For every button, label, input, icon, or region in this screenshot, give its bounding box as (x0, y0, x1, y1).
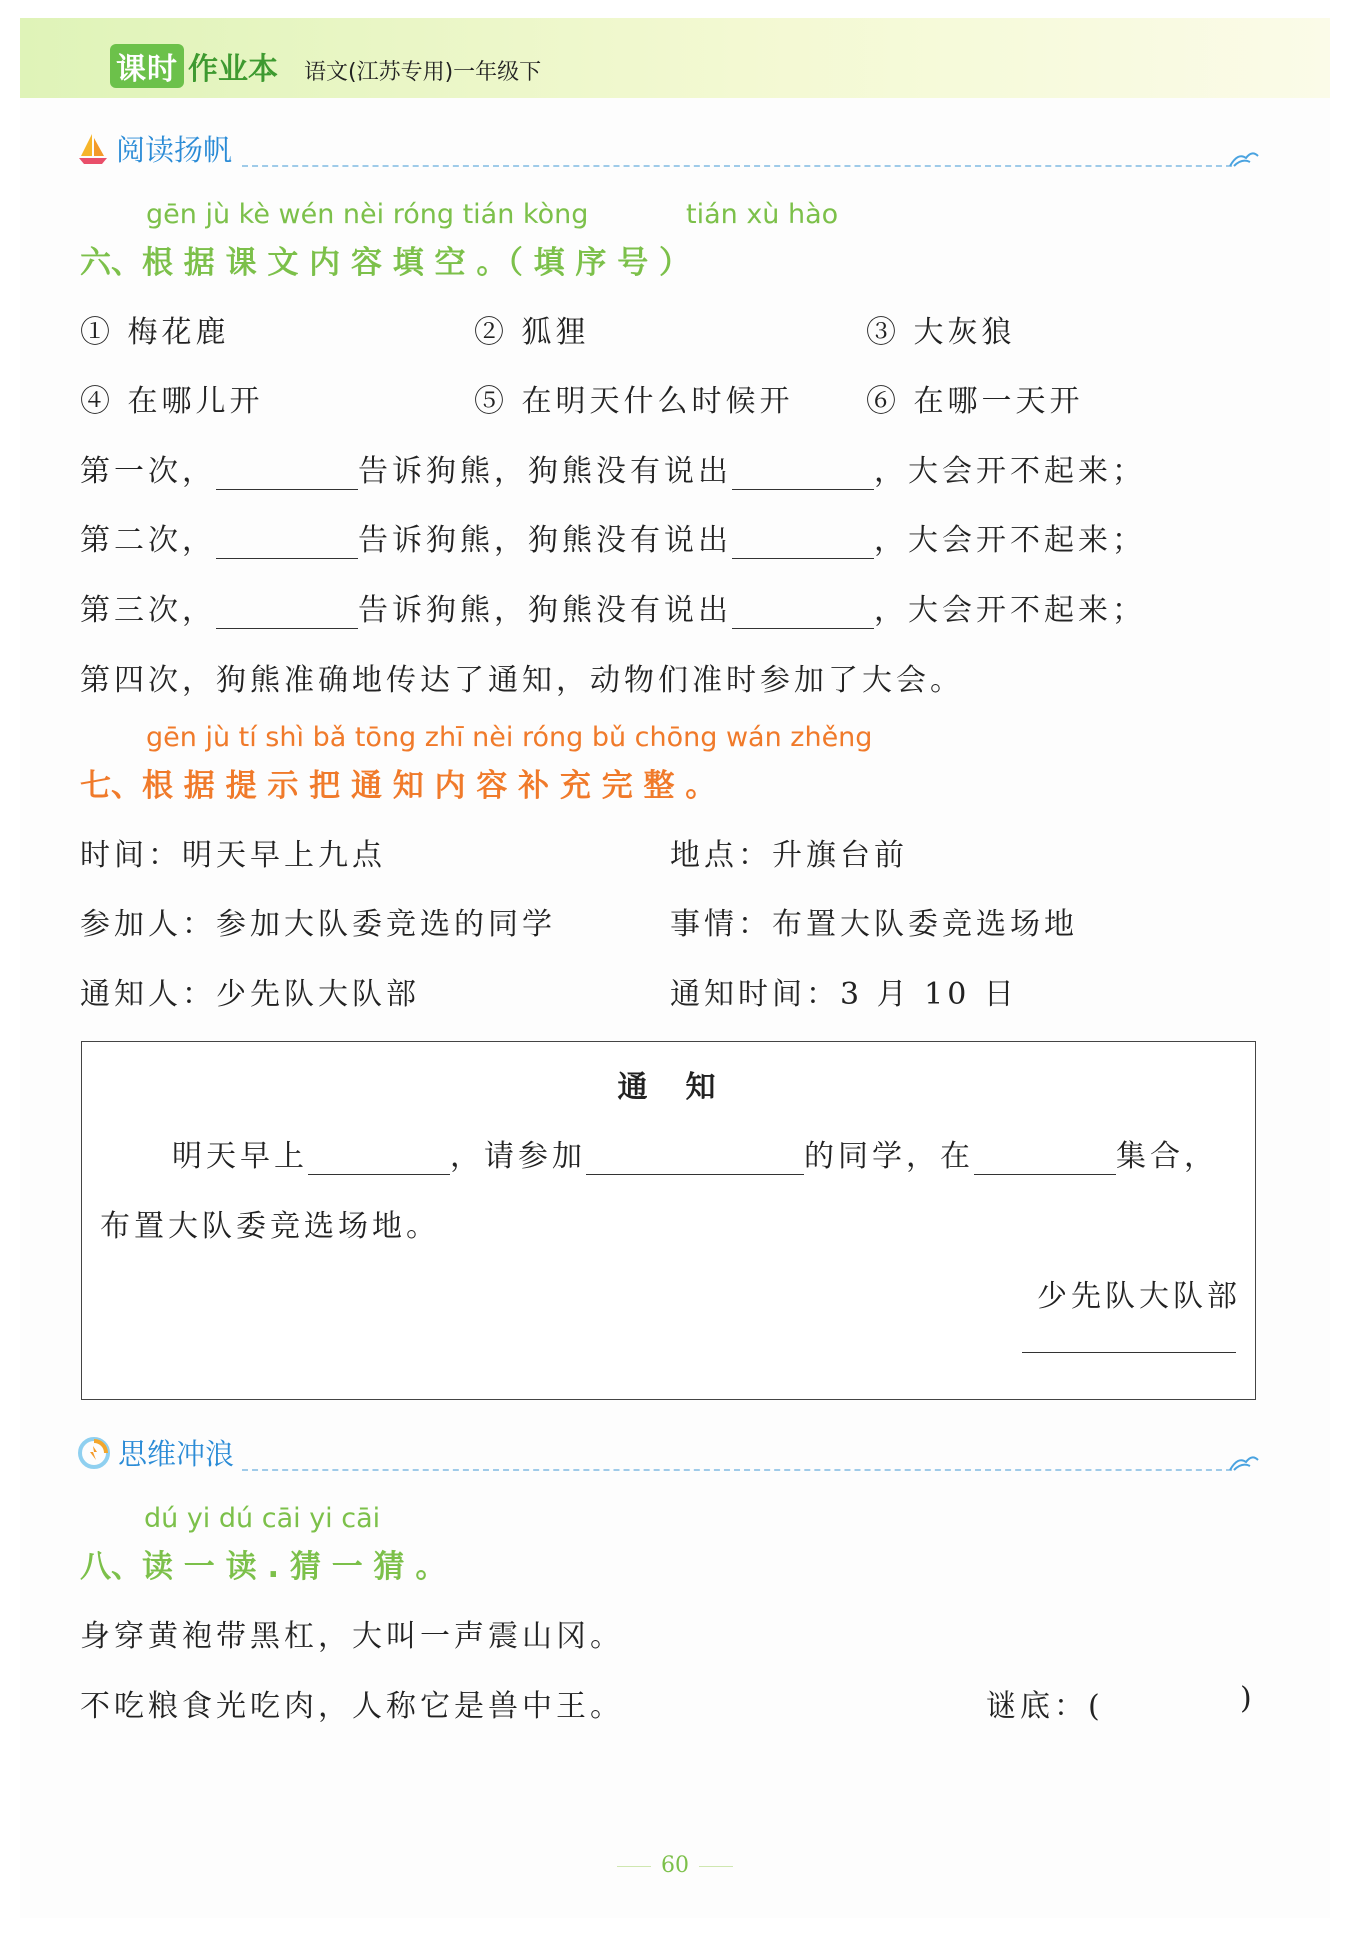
notice-box (81, 1041, 1256, 1400)
section-thinking-head (78, 1432, 234, 1473)
blank-field[interactable] (732, 593, 874, 629)
fill-row-1: 第一次， 告诉狗熊，狗熊没有说出 ，大会开不起来； (80, 454, 1146, 489)
option-3: ③ 大灰狼 (866, 315, 1016, 350)
book-subtitle: 语文(江苏专用)一年级下 (304, 59, 542, 85)
notice-signer: 少先队大队部 (1037, 1279, 1241, 1314)
section-title-reading: 阅读扬帆 (116, 133, 233, 167)
blank-field[interactable] (586, 1139, 804, 1175)
option-2: ② 狐狸 (474, 315, 590, 350)
brand-tag: 课时 (110, 44, 184, 88)
brand-name: 作业本 (188, 52, 278, 87)
hint-left-2: 参加人：参加大队委竞选的同学 (80, 907, 556, 942)
blank-field[interactable] (216, 454, 358, 490)
wave-icon (1228, 1452, 1260, 1472)
hint-right-1: 地点：升旗台前 (670, 838, 908, 873)
notice-title: 通 知 (617, 1070, 720, 1105)
section-divider (242, 1469, 1232, 1471)
q6-pinyin-2: tián xù hào (686, 199, 839, 230)
option-5: ⑤ 在明天什么时候开 (474, 384, 794, 419)
section-title-thinking: 思维冲浪 (118, 1437, 235, 1471)
blank-field[interactable] (732, 523, 874, 559)
q7-pinyin: gēn jù tí shì bǎ tōng zhī nèi róng bǔ chōng wán zhěng (146, 722, 873, 753)
fill-row-3: 第三次， 告诉狗熊，狗熊没有说出 ，大会开不起来； (80, 593, 1146, 628)
swirl-icon (78, 1437, 110, 1469)
q6-title: 六、根 据 课 文 内 容 填 空 。（ 填 序 号 ） (80, 245, 691, 281)
wave-icon (1228, 148, 1260, 168)
blank-field[interactable] (732, 454, 874, 490)
blank-field[interactable] (216, 523, 358, 559)
page-number: 60 (0, 1853, 1350, 1878)
hint-right-2: 事情：布置大队委竞选场地 (670, 907, 1078, 942)
riddle-line-2: 不吃粮食光吃肉，人称它是兽中王。 (80, 1689, 624, 1724)
notice-paragraph: 明天早上 ，请参加 的同学，在 集合， (172, 1139, 1218, 1174)
blank-field[interactable] (974, 1139, 1116, 1175)
q7-title: 七、根 据 提 示 把 通 知 内 容 补 充 完 整 。 (80, 768, 717, 804)
riddle-line-1: 身穿黄袍带黑杠，大叫一声震山冈。 (80, 1619, 624, 1654)
hint-left-3: 通知人：少先队大队部 (80, 977, 420, 1012)
option-1: ① 梅花鹿 (80, 315, 230, 350)
brand (110, 44, 541, 88)
sailboat-icon (78, 132, 108, 166)
section-divider (242, 165, 1232, 167)
answer-close: ) (1240, 1681, 1256, 1716)
fill-row-2: 第二次， 告诉狗熊，狗熊没有说出 ，大会开不起来； (80, 523, 1146, 558)
final-line: 第四次，狗熊准确地传达了通知，动物们准时参加了大会。 (80, 663, 964, 698)
notice-line-2: 布置大队委竞选场地。 (100, 1209, 440, 1244)
q6-pinyin: gēn jù kè wén nèi róng tián kòng (146, 199, 589, 230)
section-reading-head (78, 128, 232, 169)
q8-title: 八、读 一 读 . 猜 一 猜 。 (80, 1549, 447, 1585)
blank-field[interactable] (308, 1139, 450, 1175)
blank-field[interactable] (216, 593, 358, 629)
option-6: ⑥ 在哪一天开 (866, 384, 1084, 419)
option-4: ④ 在哪儿开 (80, 384, 264, 419)
hint-right-3: 通知时间：3 月 10 日 (670, 977, 1018, 1012)
q8-pinyin: dú yi dú cāi yi cāi (144, 1503, 381, 1534)
hint-left-1: 时间：明天早上九点 (80, 838, 386, 873)
date-blank[interactable] (1022, 1352, 1236, 1353)
answer-label: 谜底：( (986, 1689, 1104, 1724)
